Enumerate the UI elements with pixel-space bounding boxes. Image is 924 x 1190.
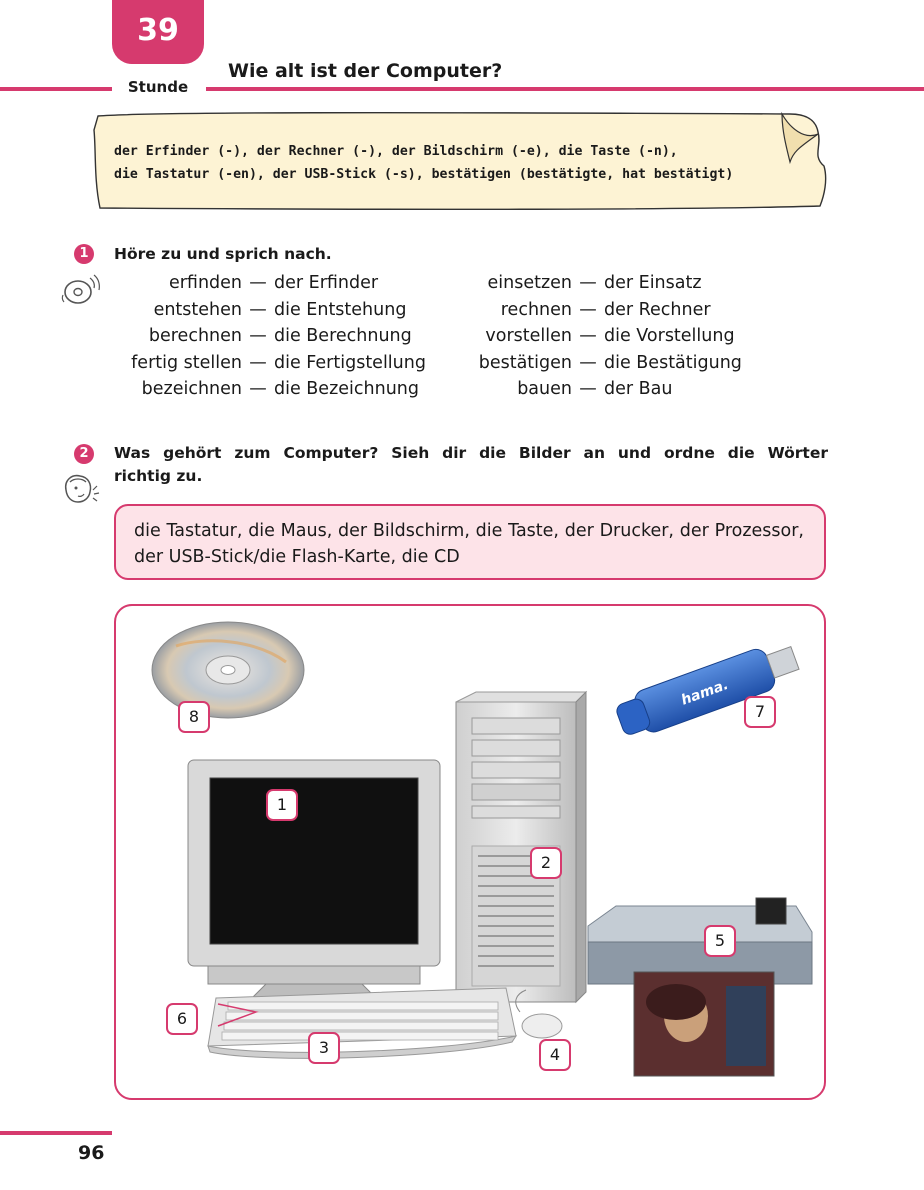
picture-label-1: 1 [266,789,298,821]
exercise-2-number: 2 [74,444,94,464]
noun: der Erfinder [274,273,379,293]
lesson-number: 39 [137,13,179,48]
word-pair [110,297,426,324]
dash: — [579,273,597,293]
verb: einsetzen [487,273,572,293]
dash: — [249,299,267,320]
word-pair [466,350,742,377]
verb: bestätigen [478,352,572,373]
noun: der Bau [604,379,673,399]
keyboard-image [208,988,516,1058]
monitor-image [188,760,440,1000]
word-pair [466,376,742,403]
lesson-label: Stunde [127,78,189,96]
word-pair [110,323,426,350]
word-box-text: die Tastatur, die Maus, der Bildschirm, die Taste, der Drucker, der Prozessor, der USB-Stick/die Flash-Karte, die CD [134,521,804,567]
verb: fertig stellen [131,352,242,373]
word-pairs-right [466,270,742,403]
word-pair [110,376,426,403]
cd-image [152,622,304,718]
picture-label-6: 6 [166,1003,198,1035]
word-pair [110,350,426,377]
verb: erfinden [168,273,242,293]
verb: entstehen [153,299,242,320]
picture-label-3: 3 [308,1032,340,1064]
vocab-line-2: die Tastatur (-en), der USB-Stick (-s), bestätigen (bestätigte, hat bestätigt) [114,167,734,182]
vocab-line-1: der Erfinder (-), der Rechner (-), der Bildschirm (-e), die Taste (-n), [114,144,678,159]
verb: berechnen [148,326,242,346]
usb-brand-text: hama. [679,676,731,709]
lesson-number-tab [112,0,204,64]
noun: die Entstehung [274,299,407,320]
exercise-1-number: 1 [74,244,94,264]
picture-label-2: 2 [530,847,562,879]
footer-rule [0,1131,112,1135]
header-rule-left [0,87,112,91]
noun: die Bestätigung [604,352,742,373]
verb: bauen [517,379,572,399]
picture-label-5: 5 [704,925,736,957]
verb: bezeichnen [141,379,242,399]
word-pairs-left [110,270,426,403]
word-pair [466,297,742,324]
noun: der Einsatz [604,273,702,293]
verb: vorstellen [485,326,572,346]
page-number: 96 [78,1142,105,1164]
dash: — [249,352,267,373]
dash: — [579,352,597,373]
noun: die Vorstellung [604,326,735,346]
word-pair [466,270,742,297]
word-pair [110,270,426,297]
computer-illustration [116,606,824,1098]
verb: rechnen [500,299,572,320]
dash: — [249,379,267,399]
header-rule-right [206,87,924,91]
page-title: Wie alt ist der Computer? [228,60,503,82]
word-pair [466,323,742,350]
exercise-1-instruction: Höre zu und sprich nach. [114,245,332,263]
noun: die Bezeichnung [274,379,419,399]
noun: die Berechnung [274,326,412,346]
usb-stick-image [613,637,803,742]
dash: — [579,326,597,346]
exercise-2-instruction-line-1: Was gehört zum Computer? Sieh dir die Bilder an und ordne die Wörter [114,444,828,462]
tower-image [456,692,586,1002]
picture-label-4: 4 [539,1039,571,1071]
speaking-face-icon [58,472,102,506]
vocab-list [114,140,814,186]
cd-audio-icon [60,272,102,306]
exercise-2-instruction-line-2: richtig zu. [114,467,203,485]
noun: der Rechner [604,299,711,320]
picture-label-7: 7 [744,696,776,728]
dash: — [249,326,267,346]
printer-image [588,898,812,1076]
noun: die Fertigstellung [274,352,426,373]
picture-label-8: 8 [178,701,210,733]
dash: — [579,379,597,399]
dash: — [249,273,267,293]
dash: — [579,299,597,320]
